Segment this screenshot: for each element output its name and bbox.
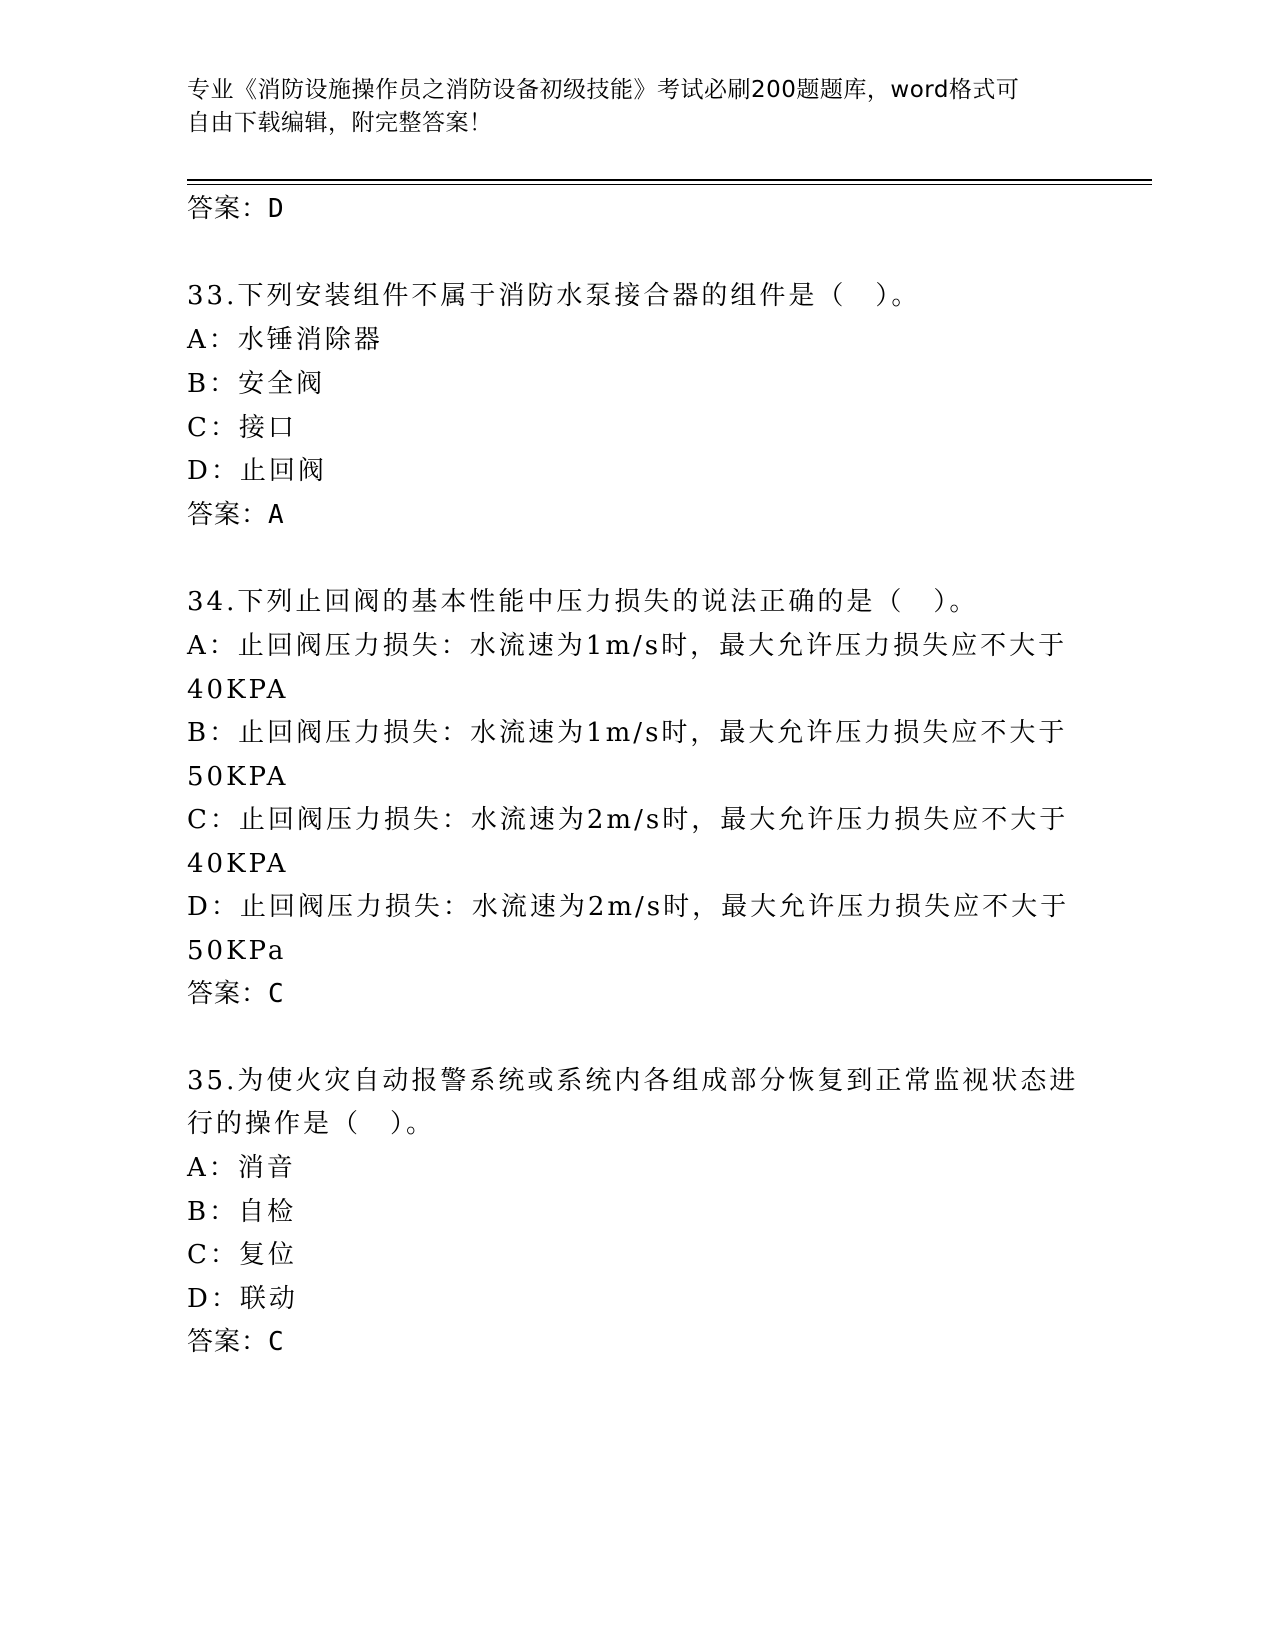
question-34-option-b: B：止回阀压力损失：水流速为1m/s时，最大允许压力损失应不大于 <box>187 718 1068 748</box>
question-34-option-b-cont: 50KPA <box>187 762 289 792</box>
question-33-option-c: C：接口 <box>187 413 297 443</box>
question-34-option-d-cont: 50KPa <box>187 936 287 966</box>
question-34-option-d: D：止回阀压力损失：水流速为2m/s时，最大允许压力损失应不大于 <box>187 892 1070 922</box>
question-35-stem-cont: 行的操作是（ ）。 <box>187 1109 436 1139</box>
question-35-stem: 35.为使火灾自动报警系统或系统内各组成部分恢复到正常监视状态进 <box>187 1066 1079 1096</box>
question-35-option-d: D：联动 <box>187 1284 298 1314</box>
question-34-option-a: A：止回阀压力损失：水流速为1m/s时，最大允许压力损失应不大于 <box>187 631 1068 661</box>
answer-value: C <box>268 1327 285 1357</box>
header-rule-thick <box>187 179 1152 181</box>
question-35-option-c: C：复位 <box>187 1240 297 1270</box>
header-line-1: 专业《消防设施操作员之消防设备初级技能》考试必刷200题题库，word格式可 <box>187 77 1020 103</box>
previous-answer <box>187 192 285 226</box>
document-header <box>187 74 1087 140</box>
question-33-answer <box>187 498 285 532</box>
answer-value: D <box>268 194 285 224</box>
question-35-answer <box>187 1325 285 1359</box>
question-33-option-d: D：止回阀 <box>187 456 327 486</box>
question-33-option-a: A：水锤消除器 <box>187 325 383 355</box>
question-34-answer <box>187 977 285 1011</box>
answer-label: 答案： <box>187 979 269 1009</box>
answer-label: 答案： <box>187 194 269 224</box>
question-34-stem: 34.下列止回阀的基本性能中压力损失的说法正确的是（ ）。 <box>187 587 979 617</box>
question-33-option-b: B：安全阀 <box>187 369 326 399</box>
question-33-stem: 33.下列安装组件不属于消防水泵接合器的组件是（ ）。 <box>187 281 921 311</box>
question-35-option-a: A：消音 <box>187 1153 296 1183</box>
answer-value: A <box>268 500 285 530</box>
question-34-option-a-cont: 40KPA <box>187 675 289 705</box>
question-34-option-c-cont: 40KPA <box>187 849 289 879</box>
answer-label: 答案： <box>187 500 269 530</box>
header-rule-thin <box>187 184 1152 185</box>
question-34-option-c: C：止回阀压力损失：水流速为2m/s时，最大允许压力损失应不大于 <box>187 805 1069 835</box>
question-35-option-b: B：自检 <box>187 1197 297 1227</box>
answer-value: C <box>268 979 285 1009</box>
answer-label: 答案： <box>187 1327 269 1357</box>
header-line-2: 自由下载编辑，附完整答案！ <box>187 110 493 136</box>
